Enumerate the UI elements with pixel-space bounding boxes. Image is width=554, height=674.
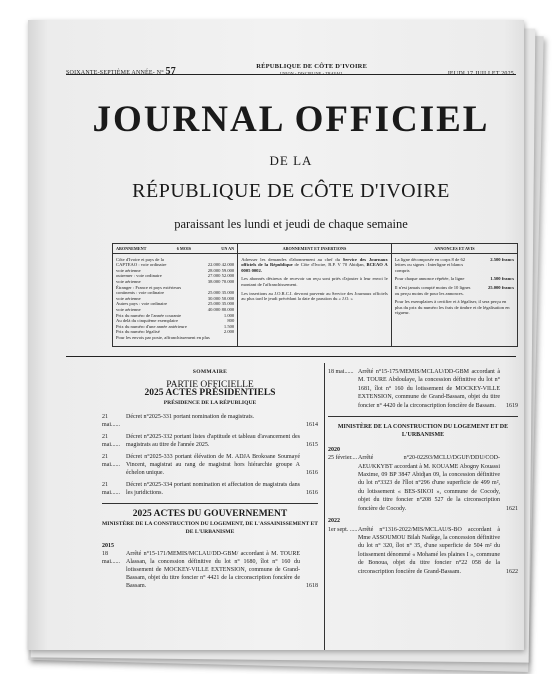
value-6-mois: 25.000 <box>207 301 221 307</box>
edition-info <box>66 66 176 77</box>
right-separator <box>328 416 518 417</box>
entry-page: 1615 <box>306 442 318 448</box>
abonnement-label: Côte d'Ivoire et pays de la <box>116 256 164 262</box>
entry-page: 1621 <box>506 505 518 512</box>
masthead-de-la: DE LA <box>269 153 313 168</box>
abonnement-column <box>113 244 238 346</box>
abonnement-label: continents : voie ordinaire <box>116 290 165 296</box>
sommaire-entry <box>102 481 318 497</box>
abonnement-label: Autres pays : voie ordinaire <box>116 301 168 307</box>
annonce-price: 2.500 francs <box>490 256 514 262</box>
entry-date: 25 février.... <box>328 455 358 462</box>
annonces-lines <box>395 257 514 297</box>
insertions-address <box>241 257 388 274</box>
insertions-note-2: Les insertions au J.O.R.C.I. devront parvenir au Service des Journaux officiels au plus tard le jeudi précédant la date de parution du « J.O. » <box>241 290 388 302</box>
issue-number: 57 <box>165 66 176 77</box>
sommaire-entry <box>328 454 518 513</box>
edition-label: SOIXANTE-SEPTIÈME ANNÉE- N° <box>66 70 164 76</box>
abonnement-label: voie aérienne <box>116 267 141 273</box>
column-divider <box>324 363 325 650</box>
annonce-label: La ligne décomposée en corps 8 de 62 lettres ou signes : Interligne et blancs compris <box>394 256 466 273</box>
abonnement-label: Prix du numéro de l'année courante <box>116 312 181 318</box>
entry-date: 21 mai...... <box>102 454 120 468</box>
value-1-an: 1.000 <box>223 312 235 318</box>
entry-text: Décret n°2025-331 portant nomination de magistrats. <box>126 414 255 420</box>
entry-date: 21 mai...... <box>102 482 120 496</box>
sommaire-left-column <box>102 368 318 594</box>
value-6-mois: 27.000 <box>207 273 221 279</box>
entry-text: Arrêté n°15-175/MEMIS/MCLAU/DD-GBM accordant à M. TOURE Abdoulaye, la concession définitive du lot n° 1681, îlot n° 160 du lotissement de MOCKEY-VILLE EXTENSION, commune de Grand-Bassam, objet du titre foncier n° 4420 de la circonscription foncière de Bassam. <box>358 369 500 409</box>
abonnement-label: Au delà du cinquième exemplaire <box>116 318 178 324</box>
issue-date: JEUDI 17 JUILLET 2025 <box>447 71 514 77</box>
abonnement-values <box>224 329 234 335</box>
presidential-entries <box>102 413 318 497</box>
ministere-left-heading: MINISTÈRE DE LA CONSTRUCTION DU LOGEMENT, DE L'ASSAINISSEMENT ET DE L'URBANISME <box>102 521 318 535</box>
year-left: 2015 <box>102 543 114 549</box>
entry-page: 1622 <box>506 568 518 575</box>
right-entries-top <box>328 368 518 410</box>
col-6-mois: 6 MOIS <box>176 246 192 251</box>
abonnement-lines <box>116 257 234 341</box>
value-1-an: 1.500 <box>223 323 235 329</box>
actes-gouvernement: 2025 ACTES DU GOUVERNEMENT <box>132 509 288 519</box>
value-6-mois: 28.000 <box>207 267 221 273</box>
annonce-line <box>395 276 514 282</box>
sommaire-entry <box>102 550 318 590</box>
value-1-an: 70.000 <box>221 278 235 284</box>
annonces-note: Pour les exemplaires à certifier et à légaliser, il sera perçu en plus du prix du numéro les frais de timbre et de légalisation en vigueur. <box>394 299 510 316</box>
sommaire-entry <box>102 433 318 449</box>
annonces-heading: ANNONCES ET AVIS <box>392 244 517 254</box>
value-1-an: 35.000 <box>221 301 235 307</box>
value-1-an: 2.000 <box>223 329 235 335</box>
annonce-price: 1.500 francs <box>490 276 514 282</box>
value-6-mois: 40.000 <box>207 306 221 312</box>
journal-front-page <box>28 20 524 650</box>
sommaire-heading: SOMMAIRE <box>192 369 228 375</box>
entry-page: 1619 <box>506 402 518 409</box>
header-rule <box>66 74 516 75</box>
abonnement-label: Pour les envois par poste, affranchissement en plus <box>116 334 210 340</box>
entry-date: 18 mai...... <box>102 551 120 565</box>
annonce-price: 25.000 francs <box>487 284 514 290</box>
masthead-title: JOURNAL OFFICIEL <box>92 99 490 140</box>
value-1-an: 52.000 <box>221 273 235 279</box>
year-right-2: 2022 <box>328 518 340 525</box>
sommaire-entry <box>102 413 318 429</box>
annonce-label: Il n'est jamais compté moins de 10 lignes ou perçu moins de pour les annonces. <box>394 284 471 296</box>
abonnement-label: CAPTEAO : voie ordinaire <box>116 262 167 268</box>
left-separator <box>102 503 318 504</box>
abonnement-label: voie aérienne <box>116 278 141 284</box>
entry-page: 1616 <box>306 470 318 476</box>
insertions-heading: ABONNEMENT ET INSERTIONS <box>238 244 391 254</box>
value-6-mois: 30.000 <box>207 295 221 301</box>
entry-page: 1618 <box>306 583 318 589</box>
annonces-column <box>392 244 517 346</box>
country-motto: UNION - DISCIPLINE - TRAVAIL <box>279 71 344 76</box>
abonnement-label: outremer : voie ordinaire <box>116 273 162 279</box>
abonnement-heading: ABONNEMENT <box>116 246 147 251</box>
abonnement-line <box>116 335 234 341</box>
annonce-label: Pour chaque annonce répétée, la ligne <box>394 276 465 282</box>
entry-text: Arrêté n°1316-2022/MIS/MCLAU/S-BO accordant à Mme ASSOUMOU Bilah Nadège, la concession définitive du lot n° 320, îlot n° 35, d'une superficie de 504 m² du lotissement dénommé « Mohamé les plaines I », commune de Bonoua, objet du titre foncier n°22 058 de la circonscription foncière de Grand-Bassam. <box>358 526 500 575</box>
address-line-3: de Côte d'Ivoire, B.P. V 70 Abidjan, <box>294 262 365 268</box>
masthead-tagline: paraissant les lundi et jeudi de chaque semaine <box>174 217 408 231</box>
value-6-mois: 38.000 <box>207 278 221 284</box>
value-6-mois: 22.000 <box>207 262 221 268</box>
abonnement-values <box>208 279 234 285</box>
section-rule <box>66 356 516 357</box>
col-1-an: UN AN <box>221 246 235 251</box>
subscription-info-box <box>112 243 518 347</box>
value-1-an: 80.000 <box>221 306 235 312</box>
value-1-an: 35.000 <box>221 290 235 296</box>
sommaire-entry <box>328 526 518 576</box>
abonnement-label: Prix du numéro légalisé <box>116 329 160 335</box>
entry-text: Décret n°2025-334 portant nomination et affectation de magistrats dans les juridictions. <box>126 482 300 496</box>
abonnement-label: voie aérienne <box>116 295 141 301</box>
presidence-heading: PRÉSIDENCE DE LA RÉPUBLIQUE <box>163 400 257 406</box>
abonnement-label: Étranger : France et pays extérieurs <box>116 284 182 290</box>
entry-date: 21 mai...... <box>102 434 120 448</box>
sommaire-right-column <box>328 368 518 580</box>
masthead-republic: RÉPUBLIQUE DE CÔTE D'IVOIRE <box>132 180 450 202</box>
ministere-right-heading: MINISTÈRE DE LA CONSTRUCTION DU LOGEMENT ET DE L'URBANISME <box>337 424 509 439</box>
right-entries-mid <box>328 454 518 513</box>
value-1-an: 42.000 <box>221 262 235 268</box>
sommaire-entry <box>102 453 318 477</box>
address-line-2: Service des Journaux officiels de la République <box>241 256 388 268</box>
year-right-1: 2020 <box>328 446 340 453</box>
annonce-line <box>395 257 514 274</box>
actes-presidentiels: 2025 ACTES PRÉSIDENTIELS <box>144 388 276 398</box>
insertions-note-1: Les abonnés désireux de recevoir un reçu sont priés d'ajouter à leur envoi le montant de l'affranchissement. <box>241 276 388 287</box>
right-entries-bottom <box>328 526 518 576</box>
sommaire-entry <box>328 368 518 410</box>
value-1-an: 59.000 <box>221 267 235 273</box>
entry-text: Arrêté n°15-171/MEMIS/MCLAU/DD-GBM/ accordant à M. TOURE Alassan, la concession définitive du lot n° 1680, îlot n° 160 du lotissement de MOCKEY-VILLE EXTENSION, commune de Grand-Bassam, objet du titre foncier n° 4421 de la circonscription foncière de Bassam. <box>126 551 300 589</box>
entry-page: 1614 <box>306 422 318 428</box>
entry-date: 21 mai...... <box>102 414 120 428</box>
value-6-mois: 25.000 <box>207 290 221 296</box>
entry-date: 18 mai...... <box>328 369 354 375</box>
abonnement-label: Prix du numéro d'une année antérieure <box>116 323 187 329</box>
insertions-column <box>238 244 392 346</box>
value-1-an: 50.000 <box>221 295 235 301</box>
government-entries <box>102 550 318 590</box>
annonce-line <box>395 285 514 296</box>
entry-text: Décret n°2025-333 portant élévation de M. ADJA Brokoane Soumayé Vincent, magistrat au rang de magistrat hors hiérarchie groupe A échelon unique. <box>126 454 300 476</box>
entry-text: Arrêté n°20-02293/MCLU/DGUF/DDU/COD-AEU/KKYBT accordant à M. KOUAME Abogny Kouassi Maxime, 09 BP 3847 Abidjan 09, la concession définitive du lot n°3323 de l'îlot n°296 d'une superficie de 499 m², du lotissement « BES-SIKOI », commune de Cocody, objet du titre foncier n°208 527 de la circonscription foncière de Cocody. <box>358 455 500 512</box>
entry-page: 1616 <box>306 490 318 496</box>
entry-date: 1er sept. ..... <box>328 526 358 533</box>
abonnement-header <box>113 244 237 254</box>
abonnement-label: voie aérienne <box>116 306 141 312</box>
address-line-1: Adresser les demandes d'abonnement au chef du <box>241 256 340 262</box>
value-1-an: 800 <box>227 318 235 324</box>
partie-officielle: PARTIE OFFICIELLE <box>166 380 254 390</box>
country-name: RÉPUBLIQUE DE CÔTE D'IVOIRE <box>256 63 368 70</box>
entry-text: Décret n°2025-332 portant listes d'aptitude et tableau d'avancement des magistrats au titre de l'année 2025. <box>126 434 300 448</box>
address-line-4: BCEAO A 0005 0002. <box>241 262 388 273</box>
